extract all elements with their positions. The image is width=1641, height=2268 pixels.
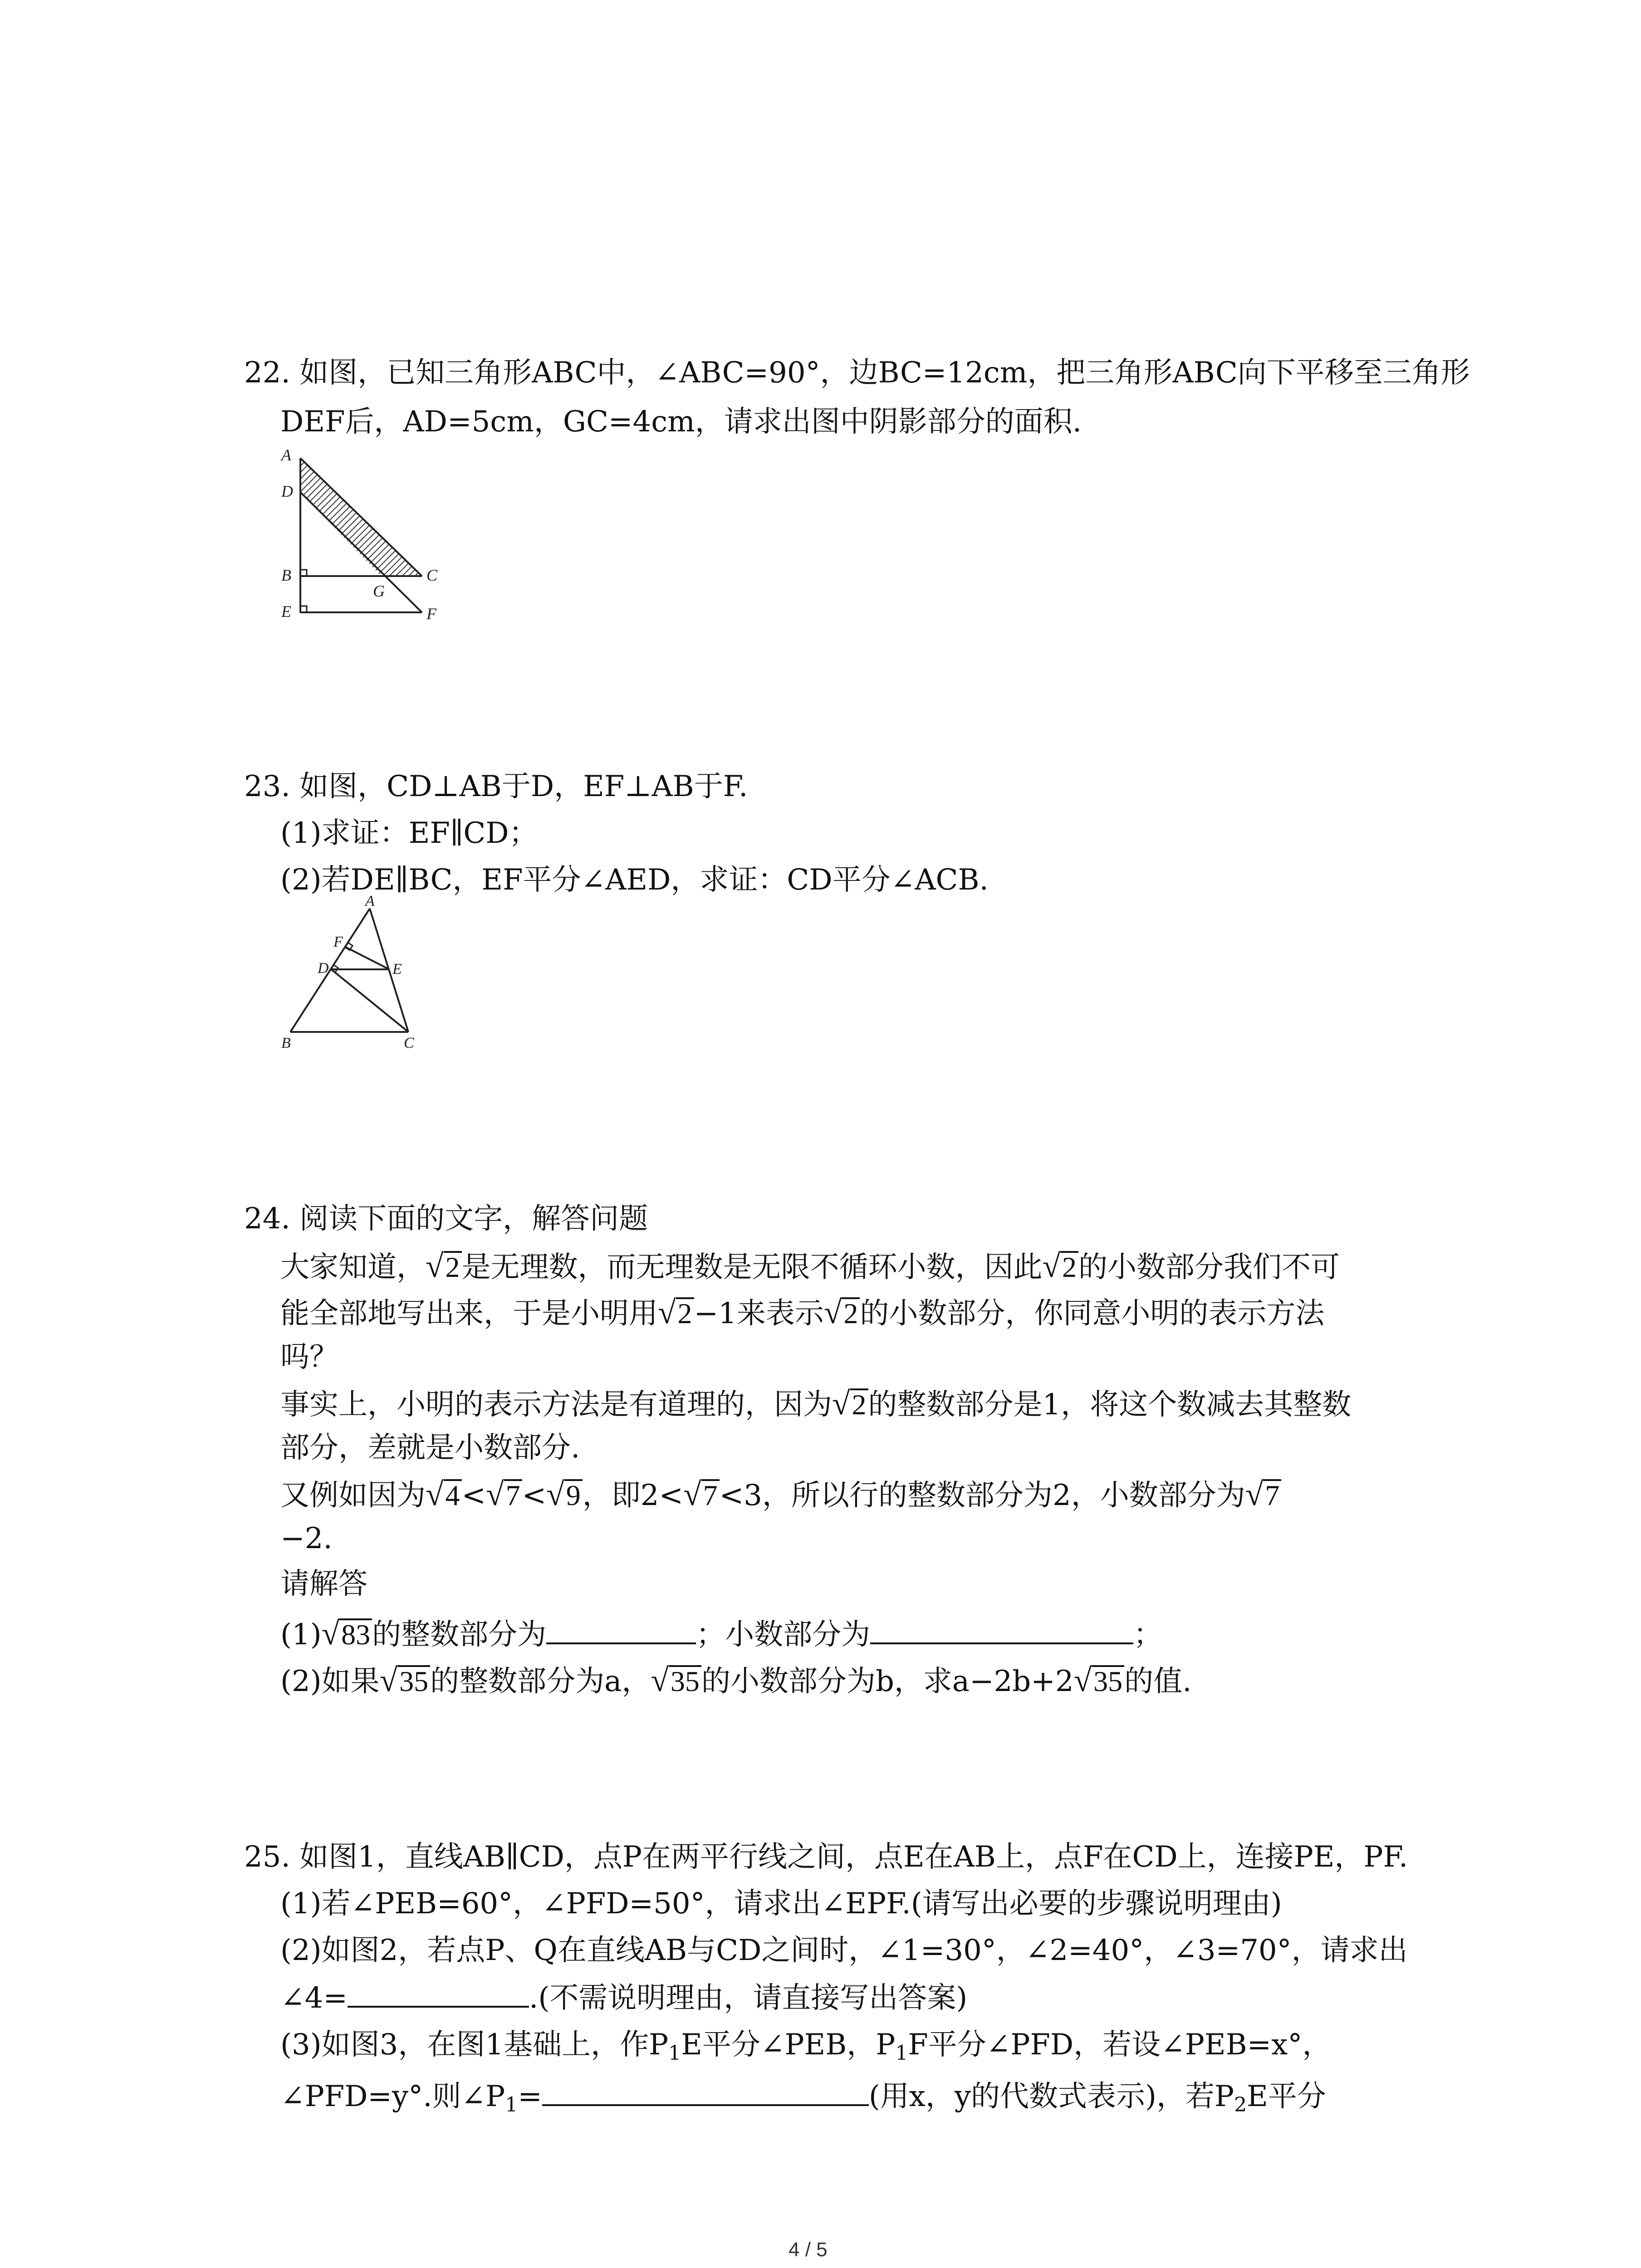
segment-DF [300, 492, 422, 612]
answer-blank-angle4[interactable] [348, 2002, 529, 2008]
sqrt-7: √7 [486, 1478, 522, 1510]
q24-para1: 大家知道，√2是无理数，而无理数是无限不循环小数，因此√2的小数部分我们不可 [280, 1248, 1340, 1284]
segment-CD [331, 969, 408, 1032]
q25-line5: (3)如图3，在图1基础上，作$P_1E$平分∠PEB，$P_1F$平分∠PFD，若设∠PEB=x°， [280, 2028, 1332, 2065]
label-F: F [426, 605, 436, 623]
right-angle-B [300, 570, 307, 576]
q23-line1: 23. 如图，CD⊥AB于D，EF⊥AB于F. [244, 770, 748, 803]
sqrt-9: √9 [546, 1478, 583, 1510]
q24-para5: 部分，差就是小数部分. [280, 1431, 580, 1465]
q23-line2: (1)求证：EF∥CD； [280, 816, 538, 850]
label-C: C [404, 1035, 414, 1051]
label-C: C [426, 566, 438, 584]
label-G: G [373, 582, 385, 600]
sqrt-2: √2 [658, 1296, 694, 1329]
q25-line2: (1)若∠PEB=60°，∠PFD=50°，请求出∠EPF.(请写出必要的步骤说明理由) [280, 1887, 1282, 1921]
sqrt-35: √35 [651, 1664, 701, 1696]
sqrt-7: √7 [1245, 1478, 1282, 1510]
q22-line1: 22. 如图，已知三角形ABC中，∠ABC=90°，边BC=12cm，把三角形ABC向下平移至三角形 [244, 356, 1470, 390]
sqrt-83: √83 [322, 1617, 372, 1650]
q25-line1: 25. 如图1，直线AB∥CD，点P在两平行线之间，点E在AB上，点F在CD上，连接PE，PF. [244, 1840, 1408, 1874]
sqrt-2: √2 [824, 1296, 860, 1329]
q25-line6: ∠PFD=y°.则$\angle P_1=$ (用x，y的代数式表示)，若$P_2E$平分 [280, 2080, 1326, 2116]
answer-blank-decimal-part[interactable] [870, 1639, 1133, 1644]
label-A: A [281, 446, 291, 464]
q23-figure [272, 896, 445, 1059]
sqrt-2: √2 [832, 1387, 868, 1420]
q22-line2: DEF后，AD=5cm，GC=4cm，请求出图中阴影部分的面积. [280, 405, 1082, 439]
sqrt-35: √35 [1074, 1664, 1125, 1696]
label-D: D [318, 960, 329, 977]
q24-para7: −2. [280, 1522, 333, 1555]
sqrt-4: √4 [426, 1478, 462, 1510]
label-D: D [281, 482, 293, 500]
answer-blank-angleP1[interactable] [542, 2101, 869, 2106]
answer-blank-integer-part[interactable] [546, 1639, 696, 1644]
q24-para6: 又例如因为√4<√7<√9，即2<√7<3，所以行的整数部分为2，小数部分为√7 [280, 1478, 1281, 1510]
label-A: A [365, 896, 375, 909]
right-angle-E [300, 606, 307, 612]
sqrt-2: √2 [426, 1250, 462, 1282]
q24-para8: 请解答 [280, 1567, 367, 1601]
segment-AC [300, 458, 422, 576]
q24-question1: (1)√83的整数部分为 ；小数部分为 ； [280, 1615, 1163, 1652]
q24-para3: 吗？ [280, 1340, 338, 1374]
q25-line4: ∠4= .(不需说明理由，请直接写出答案) [280, 1981, 968, 2015]
q24-question2: (2)如果√35的整数部分为a，√35的小数部分为b，求a−2b+2√35的值. [280, 1662, 1192, 1698]
q23-line3: (2)若DE∥BC，EF平分∠AED，求证：CD平分∠ACB. [280, 863, 989, 897]
label-B: B [281, 1035, 291, 1051]
q22-figure [272, 442, 463, 633]
q25-line3: (2)如图2，若点P、Q在直线AB与CD之间时，∠1=30°，∠2=40°，∠3=70°，请求出 [280, 1934, 1408, 1967]
label-E: E [392, 961, 402, 978]
page-number: 4 / 5 [789, 2239, 828, 2261]
sqrt-2: √2 [1043, 1250, 1079, 1282]
sqrt-7: √7 [683, 1478, 720, 1510]
q24-para2: 能全部地写出来，于是小明用√2−1来表示√2的小数部分，你同意小明的表示方法 [280, 1294, 1325, 1330]
sqrt-35: √35 [380, 1664, 431, 1696]
q24-para4: 事实上，小明的表示方法是有道理的，因为√2的整数部分是1，将这个数减去其整数 [280, 1385, 1352, 1422]
label-B: B [281, 566, 291, 584]
label-F: F [333, 934, 343, 950]
label-E: E [281, 602, 291, 621]
q24-title: 24. 阅读下面的文字，解答问题 [244, 1202, 648, 1236]
